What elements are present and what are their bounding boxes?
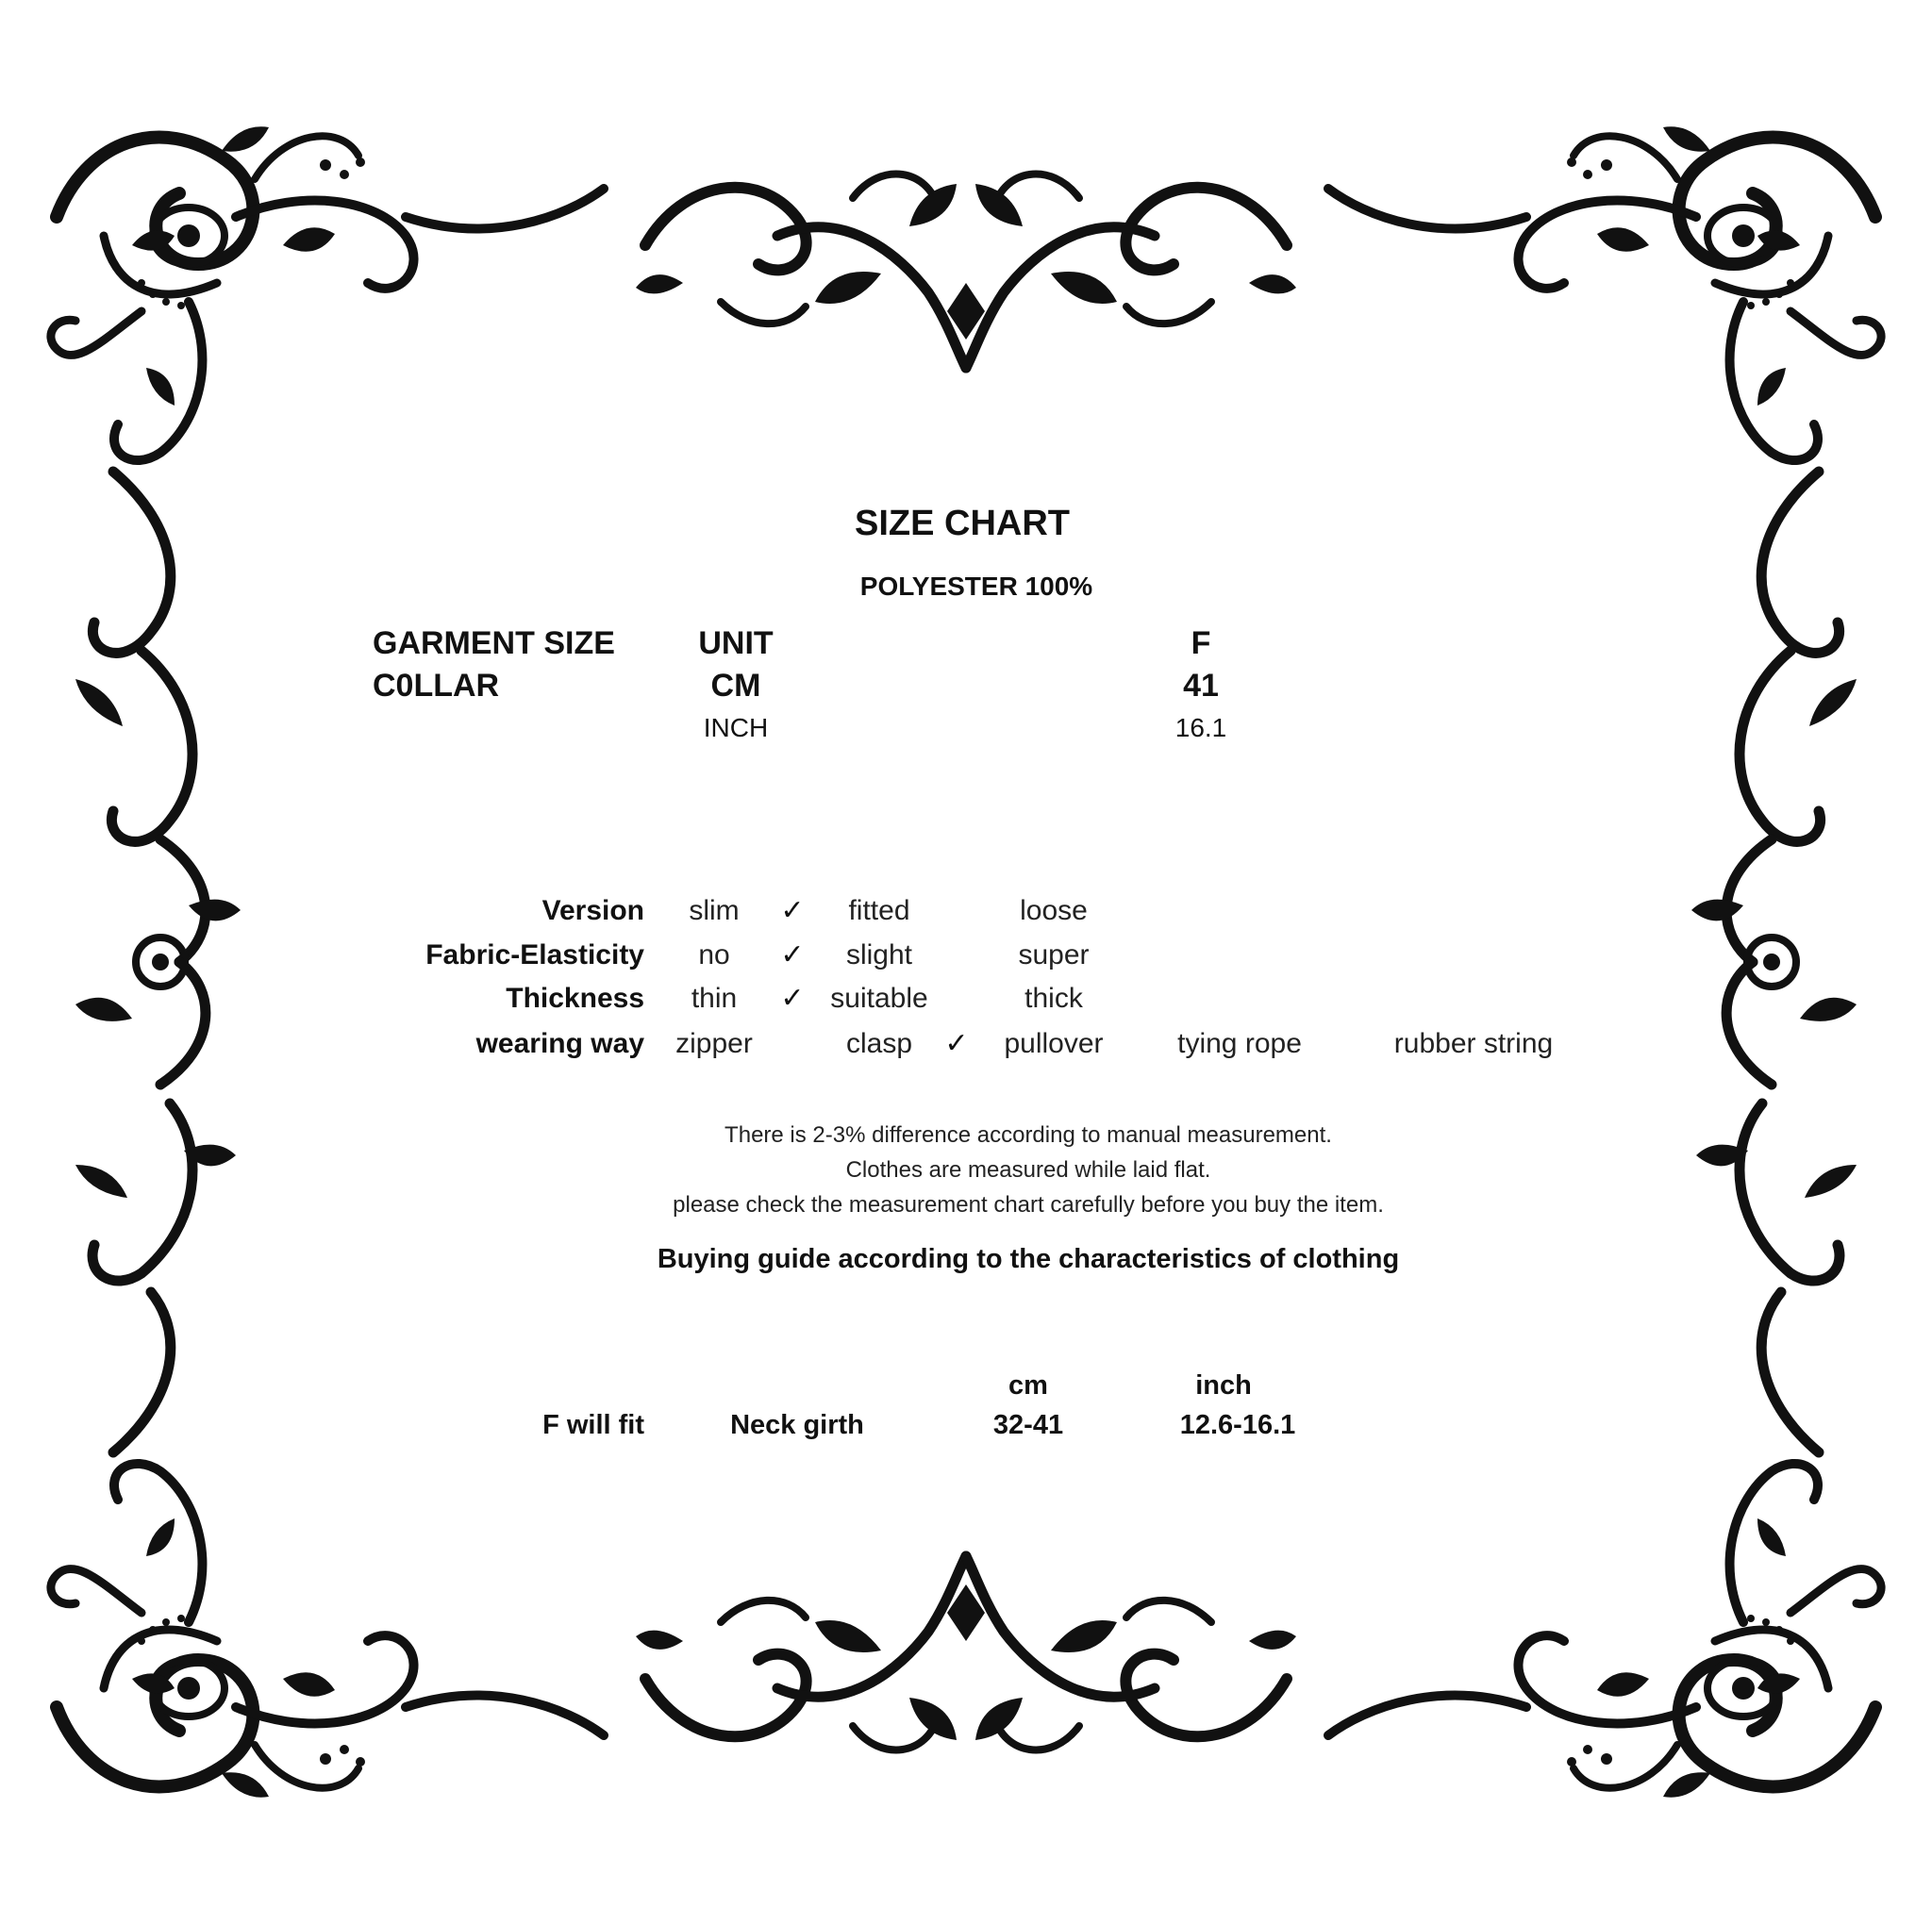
fit-table-header-inch: inch bbox=[1195, 1370, 1252, 1401]
fit-table-measure: Neck girth bbox=[730, 1410, 864, 1440]
characteristic-option: loose bbox=[1020, 895, 1088, 926]
fit-table-size: F will fit bbox=[542, 1410, 644, 1440]
size-table-header-size: F bbox=[1191, 625, 1211, 661]
fit-table-header-cm: cm bbox=[1008, 1370, 1048, 1401]
size-table-row-value: 16.1 bbox=[1174, 713, 1227, 742]
check-mark-icon: ✓ bbox=[780, 895, 805, 926]
characteristic-option-selected: slight bbox=[845, 939, 913, 970]
characteristic-option: rubber string bbox=[1393, 1028, 1554, 1059]
characteristic-option-selected: pullover bbox=[1004, 1028, 1104, 1059]
size-table-row-label: C0LLAR bbox=[373, 668, 500, 704]
size-table-row-unit: CM bbox=[710, 668, 761, 704]
characteristic-option-selected: fitted bbox=[848, 895, 910, 926]
check-mark-icon: ✓ bbox=[780, 983, 805, 1014]
size-table-row-unit: INCH bbox=[703, 713, 769, 742]
measurement-note: Clothes are measured while laid flat. bbox=[845, 1157, 1211, 1183]
measurement-note: There is 2-3% difference according to manual measurement. bbox=[724, 1122, 1332, 1148]
characteristic-option: thin bbox=[691, 983, 738, 1014]
characteristic-option: tying rope bbox=[1177, 1028, 1302, 1059]
material-label: POLYESTER 100% bbox=[859, 572, 1093, 601]
characteristic-option: slim bbox=[689, 895, 740, 926]
size-table-header-unit: UNIT bbox=[698, 625, 774, 661]
fit-table-cm-value: 32-41 bbox=[992, 1410, 1064, 1440]
size-table-header-garment: GARMENT SIZE bbox=[373, 625, 615, 661]
characteristic-option: no bbox=[698, 939, 730, 970]
characteristic-option-selected: suitable bbox=[830, 983, 928, 1014]
size-table-row-value: 41 bbox=[1183, 668, 1219, 704]
page-title: SIZE CHART bbox=[855, 504, 1070, 543]
characteristic-label: Version bbox=[541, 895, 644, 926]
characteristic-label: Thickness bbox=[506, 983, 644, 1014]
check-mark-icon: ✓ bbox=[780, 939, 805, 970]
measurement-note: please check the measurement chart carefully before you buy the item. bbox=[673, 1192, 1384, 1218]
buying-guide-heading: Buying guide according to the characteristics of clothing bbox=[657, 1244, 1400, 1274]
characteristic-label: Fabric-Elasticity bbox=[425, 939, 644, 970]
characteristic-option: thick bbox=[1024, 983, 1083, 1014]
characteristic-option: zipper bbox=[675, 1028, 753, 1059]
check-mark-icon: ✓ bbox=[944, 1028, 969, 1059]
characteristic-option: super bbox=[1018, 939, 1090, 970]
fit-table-inch-value: 12.6-16.1 bbox=[1179, 1410, 1296, 1440]
characteristic-option: clasp bbox=[845, 1028, 913, 1059]
characteristic-label: wearing way bbox=[475, 1028, 644, 1059]
